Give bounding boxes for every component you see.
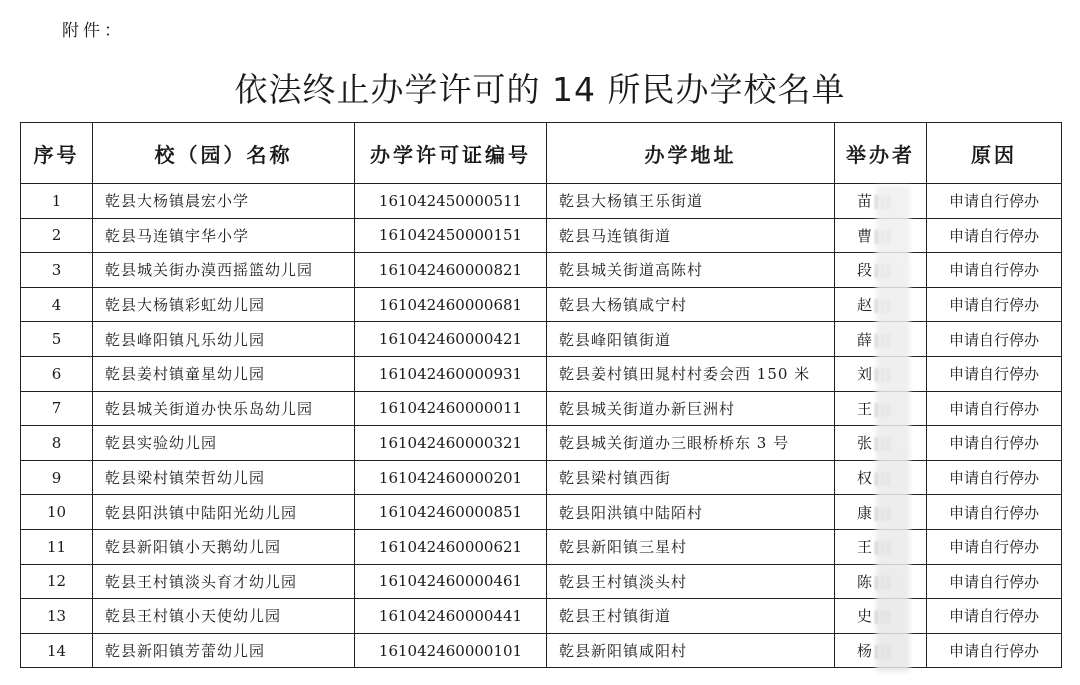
header-license-number: 办学许可证编号 <box>355 123 547 184</box>
cell-school-name: 乾县实验幼儿园 <box>93 426 355 461</box>
cell-school-name: 乾县王村镇小天使幼儿园 <box>93 599 355 634</box>
organizer-surname: 康 <box>857 503 874 522</box>
cell-school-name: 乾县大杨镇彩虹幼儿园 <box>93 287 355 322</box>
cell-school-name: 乾县峰阳镇凡乐幼儿园 <box>93 322 355 357</box>
cell-index: 8 <box>21 426 93 461</box>
cell-license-number: 161042460000461 <box>355 564 547 599</box>
cell-school-name: 乾县梁村镇荣哲幼儿园 <box>93 460 355 495</box>
cell-reason: 申请自行停办 <box>927 218 1062 253</box>
header-address: 办学地址 <box>547 123 835 184</box>
cell-license-number: 161042460000421 <box>355 322 547 357</box>
cell-reason: 申请自行停办 <box>927 253 1062 288</box>
cell-reason: 申请自行停办 <box>927 633 1062 668</box>
cell-reason: 申请自行停办 <box>927 287 1062 322</box>
organizer-surname: 王 <box>857 399 874 418</box>
table-header-row <box>21 123 1062 184</box>
cell-index: 14 <box>21 633 93 668</box>
cell-address: 乾县阳洪镇中陆陌村 <box>547 495 835 530</box>
cell-license-number: 161042450000511 <box>355 184 547 219</box>
organizer-surname: 权 <box>857 469 874 488</box>
cell-license-number: 161042450000151 <box>355 218 547 253</box>
cell-reason: 申请自行停办 <box>927 356 1062 391</box>
header-school-name: 校（园）名称 <box>93 123 355 184</box>
organizer-surname: 王 <box>857 538 874 557</box>
cell-reason: 申请自行停办 <box>927 322 1062 357</box>
cell-index: 13 <box>21 599 93 634</box>
cell-index: 3 <box>21 253 93 288</box>
cell-index: 5 <box>21 322 93 357</box>
cell-index: 11 <box>21 529 93 564</box>
organizer-surname: 段 <box>857 261 874 280</box>
cell-license-number: 161042460000931 <box>355 356 547 391</box>
cell-address: 乾县马连镇街道 <box>547 218 835 253</box>
cell-license-number: 161042460000101 <box>355 633 547 668</box>
cell-address: 乾县城关街道高陈村 <box>547 253 835 288</box>
organizer-surname: 张 <box>857 434 874 453</box>
cell-reason: 申请自行停办 <box>927 184 1062 219</box>
cell-license-number: 161042460000621 <box>355 529 547 564</box>
cell-reason: 申请自行停办 <box>927 599 1062 634</box>
document-title: 依法终止办学许可的 14 所民办学校名单 <box>234 70 846 109</box>
cell-address: 乾县大杨镇王乐街道 <box>547 184 835 219</box>
organizer-surname: 刘 <box>857 365 874 384</box>
cell-license-number: 161042460000821 <box>355 253 547 288</box>
cell-school-name: 乾县城关街办漠西摇篮幼儿园 <box>93 253 355 288</box>
organizer-surname: 赵 <box>857 296 874 315</box>
organizer-surname: 陈 <box>857 572 874 591</box>
cell-school-name: 乾县新阳镇小天鹅幼儿园 <box>93 529 355 564</box>
cell-index: 2 <box>21 218 93 253</box>
cell-school-name: 乾县城关街道办快乐岛幼儿园 <box>93 391 355 426</box>
cell-school-name: 乾县大杨镇晨宏小学 <box>93 184 355 219</box>
cell-address: 乾县城关街道办三眼桥桥东 3 号 <box>547 426 835 461</box>
cell-address: 乾县姜村镇田晁村村委会西 150 米 <box>547 356 835 391</box>
cell-address: 乾县王村镇街道 <box>547 599 835 634</box>
cell-index: 4 <box>21 287 93 322</box>
cell-license-number: 161042460000441 <box>355 599 547 634</box>
header-index: 序号 <box>21 123 93 184</box>
cell-index: 1 <box>21 184 93 219</box>
cell-index: 7 <box>21 391 93 426</box>
cell-address: 乾县峰阳镇街道 <box>547 322 835 357</box>
redaction-blur <box>876 186 910 672</box>
organizer-surname: 史 <box>857 607 874 626</box>
cell-address: 乾县梁村镇西街 <box>547 460 835 495</box>
cell-reason: 申请自行停办 <box>927 426 1062 461</box>
organizer-surname: 杨 <box>857 642 874 661</box>
cell-address: 乾县大杨镇咸宁村 <box>547 287 835 322</box>
cell-license-number: 161042460000321 <box>355 426 547 461</box>
cell-address: 乾县新阳镇咸阳村 <box>547 633 835 668</box>
cell-school-name: 乾县王村镇淡头育才幼儿园 <box>93 564 355 599</box>
cell-reason: 申请自行停办 <box>927 564 1062 599</box>
cell-school-name: 乾县新阳镇芳蕾幼儿园 <box>93 633 355 668</box>
cell-index: 12 <box>21 564 93 599</box>
cell-license-number: 161042460000011 <box>355 391 547 426</box>
cell-license-number: 161042460000851 <box>355 495 547 530</box>
cell-reason: 申请自行停办 <box>927 391 1062 426</box>
cell-index: 10 <box>21 495 93 530</box>
cell-reason: 申请自行停办 <box>927 460 1062 495</box>
cell-address: 乾县城关街道办新巨洲村 <box>547 391 835 426</box>
organizer-surname: 曹 <box>857 226 874 245</box>
cell-address: 乾县新阳镇三星村 <box>547 529 835 564</box>
attachment-label: 附件： <box>62 21 125 41</box>
organizer-surname: 苗 <box>857 192 874 211</box>
header-organizer: 举办者 <box>835 123 927 184</box>
cell-index: 6 <box>21 356 93 391</box>
cell-license-number: 161042460000681 <box>355 287 547 322</box>
cell-school-name: 乾县马连镇宇华小学 <box>93 218 355 253</box>
cell-school-name: 乾县阳洪镇中陆阳光幼儿园 <box>93 495 355 530</box>
header-reason: 原因 <box>927 123 1062 184</box>
cell-license-number: 161042460000201 <box>355 460 547 495</box>
organizer-surname: 薛 <box>857 330 874 349</box>
cell-reason: 申请自行停办 <box>927 529 1062 564</box>
cell-reason: 申请自行停办 <box>927 495 1062 530</box>
cell-school-name: 乾县姜村镇童星幼儿园 <box>93 356 355 391</box>
cell-index: 9 <box>21 460 93 495</box>
cell-address: 乾县王村镇淡头村 <box>547 564 835 599</box>
